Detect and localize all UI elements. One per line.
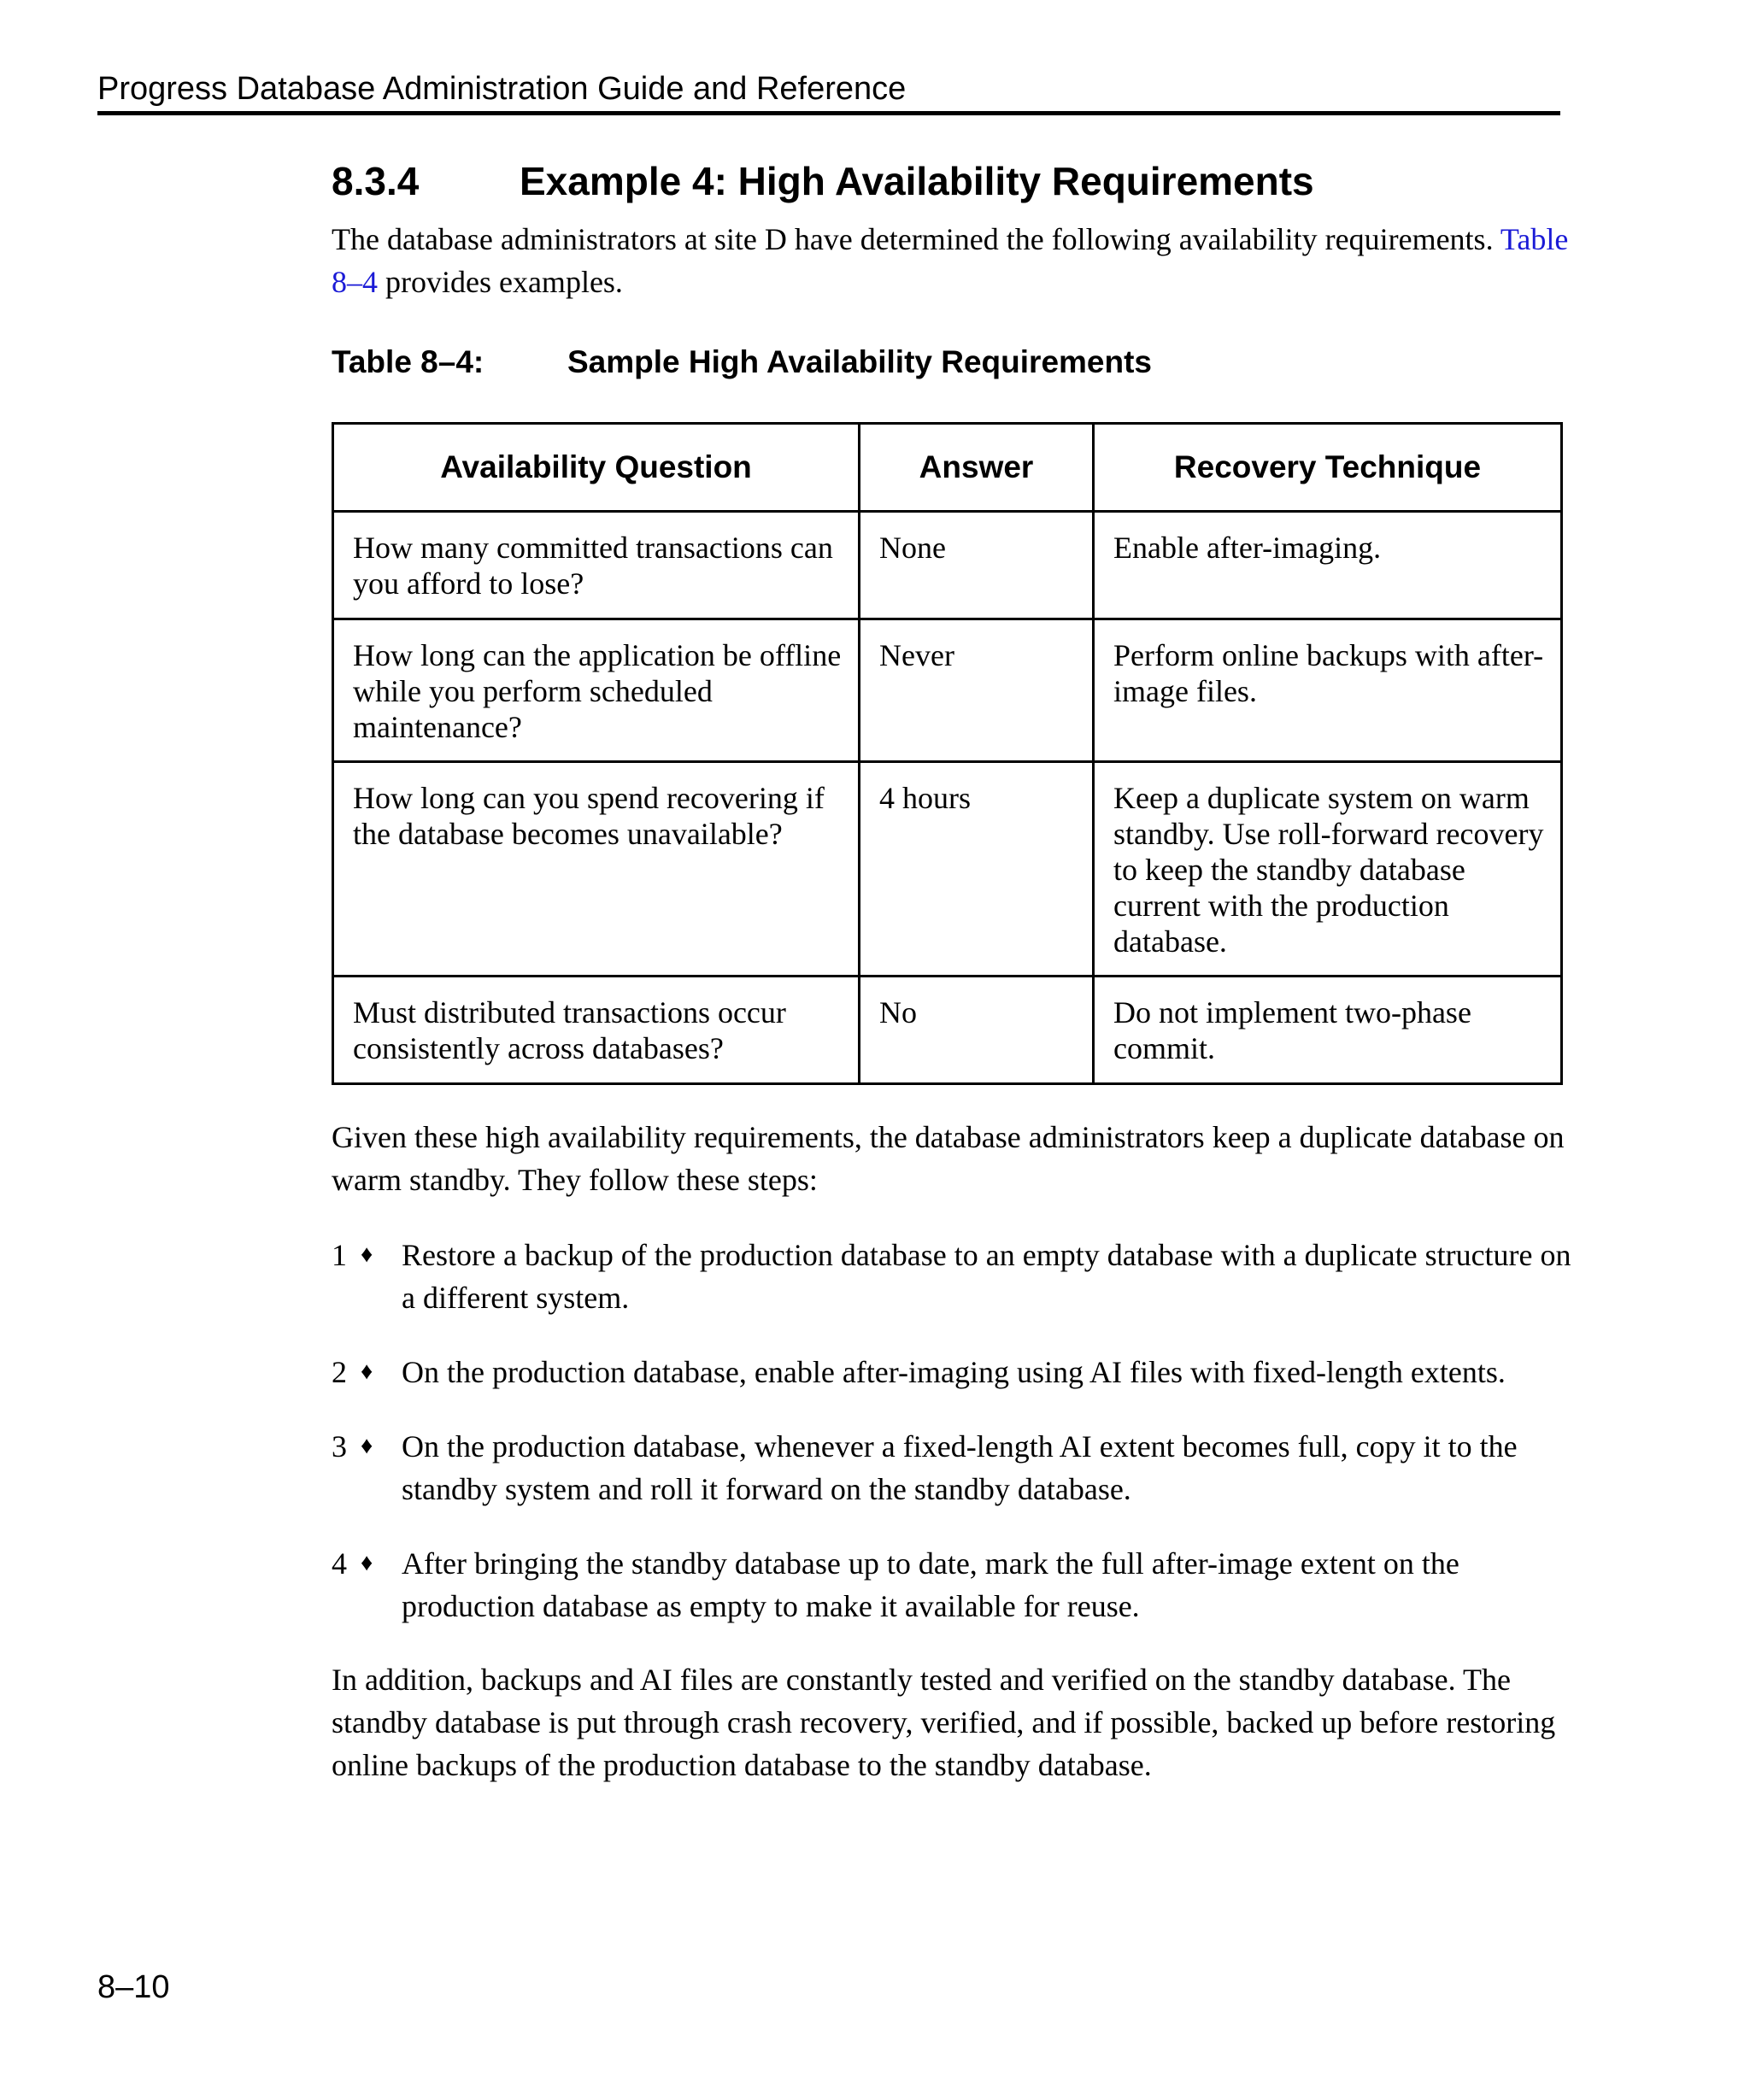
diamond-bullet-icon: ♦ (361, 1241, 373, 1268)
table-link[interactable]: Table 8–4 (332, 222, 1569, 299)
table-row (333, 619, 1562, 762)
step-item (332, 1234, 1579, 1319)
table-row (333, 512, 1562, 619)
answer-cell: No (860, 977, 1094, 1084)
intro-paragraph (332, 218, 1571, 303)
step-number: 3 (332, 1429, 347, 1464)
question-cell: Must distributed transactions occur consistently across databases? (333, 977, 860, 1084)
intro-after-link: provides examples. (378, 265, 623, 299)
page-number: 8–10 (97, 1969, 170, 2005)
running-header: Progress Database Administration Guide and Reference (97, 71, 907, 107)
step-item (332, 1351, 1579, 1393)
diamond-bullet-icon: ♦ (361, 1550, 373, 1576)
header-answer: Answer (860, 424, 1094, 512)
header-recovery-technique: Recovery Technique (1094, 424, 1562, 512)
step-text: On the production database, enable after-imaging using AI files with fixed-length extents. (402, 1355, 1506, 1389)
closing-paragraph: In addition, backups and AI files are constantly tested and verified on the standby database. The standby database is put through crash recovery, verified, and if possible, backed up before restoring online backups of the production database to the standby database. (332, 1663, 1556, 1782)
table-caption-number: Table 8–4: (332, 344, 484, 379)
step-text: On the production database, whenever a fixed-length AI extent becomes full, copy it to the standby system and roll it forward on the standby database. (402, 1429, 1518, 1506)
step-number: 1 (332, 1238, 347, 1272)
technique-cell: Perform online backups with after-image files. (1094, 619, 1562, 762)
step-text: Restore a backup of the production database to an empty database with a duplicate structure on a different system. (402, 1238, 1571, 1315)
step-number: 2 (332, 1355, 347, 1389)
table-caption-title: Sample High Availability Requirements (567, 344, 1152, 379)
diamond-bullet-icon: ♦ (361, 1358, 373, 1385)
diamond-bullet-icon: ♦ (361, 1433, 373, 1459)
table-caption (332, 341, 1152, 384)
intro-text: The database administrators at site D have determined the following availability requirements. (332, 222, 1494, 256)
header-availability-question: Availability Question (333, 424, 860, 512)
section-title: Example 4: High Availability Requirements (520, 159, 1314, 203)
answer-cell: None (860, 512, 1094, 619)
answer-cell: 4 hours (860, 762, 1094, 977)
table-header-row (333, 424, 1562, 512)
section-heading (332, 157, 1314, 205)
after-table-paragraph: Given these high availability requirements, the database administrators keep a duplicate database on warm standby. They follow these steps: (332, 1120, 1565, 1197)
step-item (332, 1542, 1579, 1628)
requirements-table (332, 422, 1563, 1085)
technique-cell: Keep a duplicate system on warm standby. Use roll-forward recovery to keep the standby database current with the production database. (1094, 762, 1562, 977)
technique-cell: Enable after-imaging. (1094, 512, 1562, 619)
step-item (332, 1425, 1579, 1510)
question-cell: How long can the application be offline while you perform scheduled maintenance? (333, 619, 860, 762)
answer-cell: Never (860, 619, 1094, 762)
technique-cell: Do not implement two-phase commit. (1094, 977, 1562, 1084)
section-number: 8.3.4 (332, 159, 420, 203)
step-number: 4 (332, 1546, 347, 1581)
table-row (333, 977, 1562, 1084)
question-cell: How many committed transactions can you afford to lose? (333, 512, 860, 619)
step-text: After bringing the standby database up to date, mark the full after-image extent on the production database as empty to make it available for reuse. (402, 1546, 1459, 1623)
question-cell: How long can you spend recovering if the database becomes unavailable? (333, 762, 860, 977)
header-rule (97, 111, 1560, 115)
table-row (333, 762, 1562, 977)
